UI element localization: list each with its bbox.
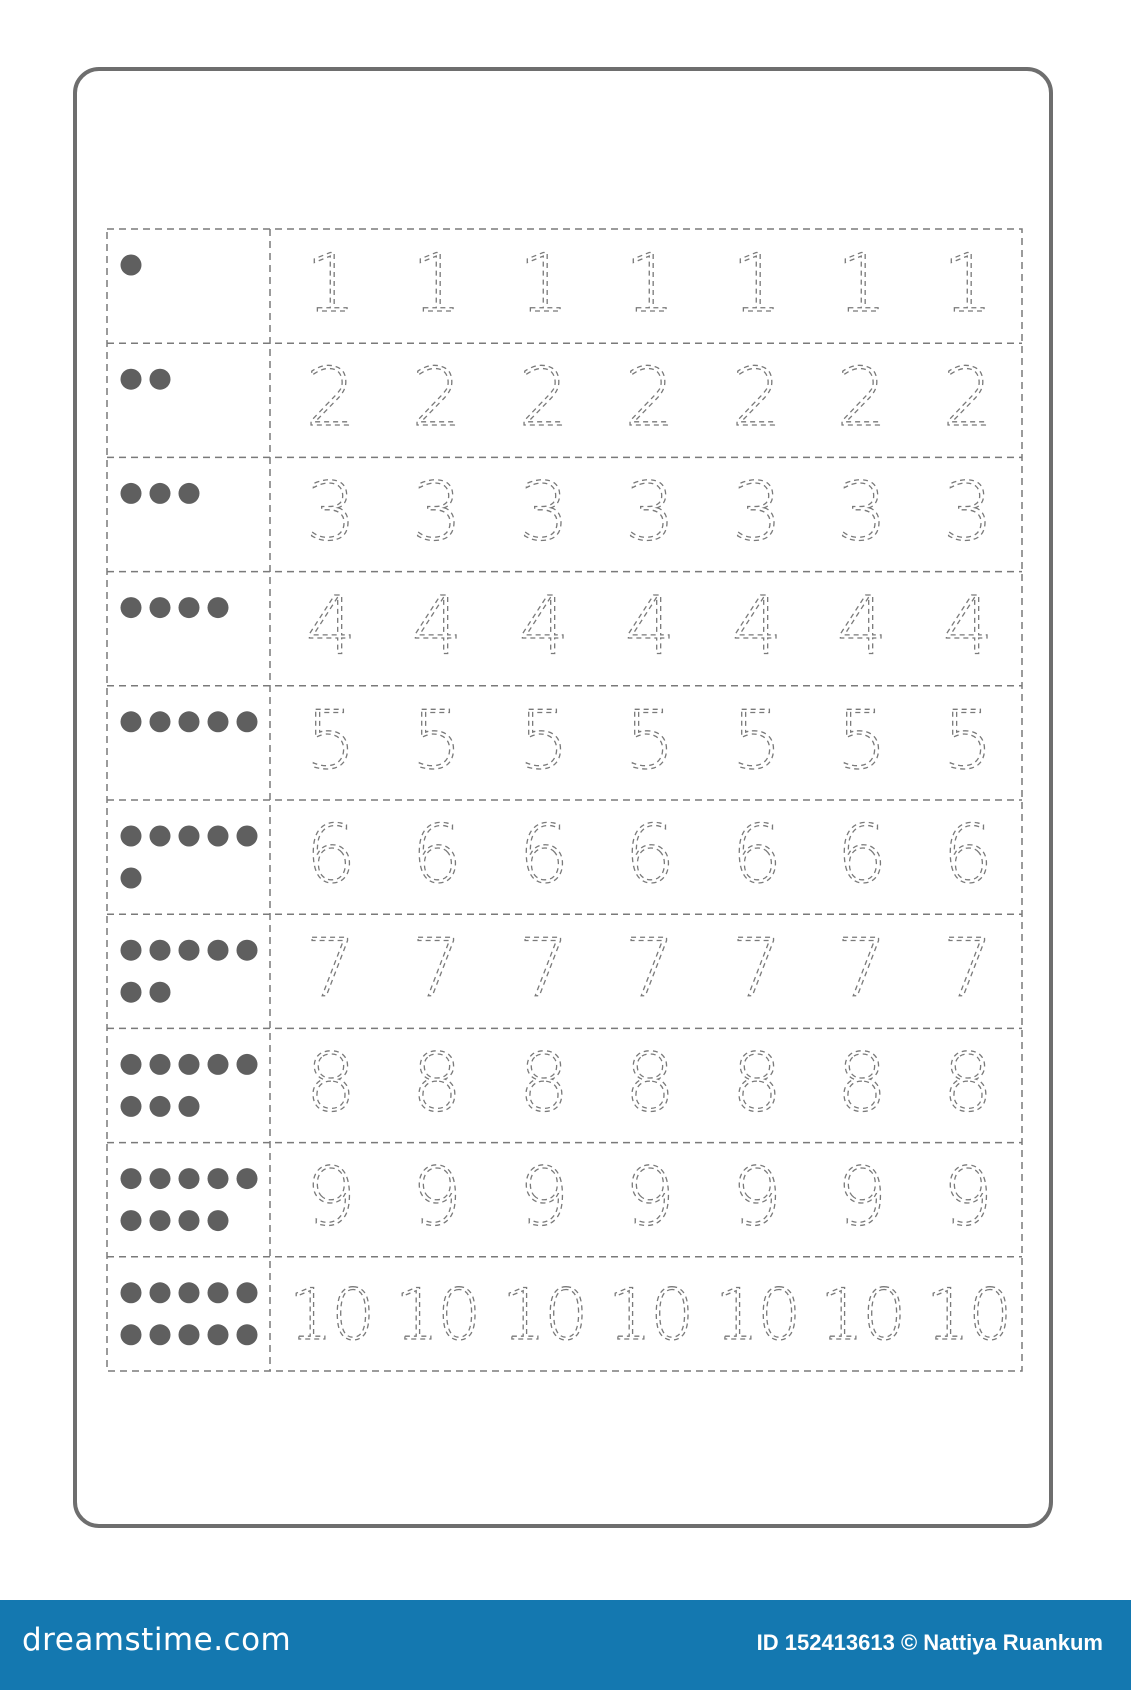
trace-number: 2: [624, 351, 676, 445]
trace-number: 2: [942, 351, 994, 445]
trace-number: 9: [624, 1150, 676, 1244]
counting-dot: [121, 982, 142, 1003]
trace-number: 4: [942, 579, 994, 673]
counting-dot: [121, 1324, 142, 1345]
counting-dot: [121, 1282, 142, 1303]
trace-number: 7: [624, 922, 676, 1016]
trace-number: 8: [731, 1036, 783, 1130]
trace-number: 5: [624, 693, 676, 787]
trace-number: 1: [731, 237, 783, 330]
trace-number: 8: [518, 1036, 570, 1130]
trace-number: 10: [607, 1273, 693, 1356]
footer-bar: [0, 1600, 1131, 1690]
counting-dot: [121, 369, 142, 390]
counting-dot: [208, 711, 229, 732]
counting-dot: [121, 1096, 142, 1117]
trace-number: 5: [836, 693, 888, 787]
trace-number: 6: [731, 808, 783, 901]
counting-dot: [121, 1168, 142, 1189]
counting-dot: [208, 1210, 229, 1231]
trace-number: 2: [518, 351, 570, 445]
counting-dot: [150, 1282, 171, 1303]
trace-number: 6: [411, 808, 463, 901]
trace-number: 5: [731, 693, 783, 787]
trace-number: 10: [288, 1273, 374, 1356]
trace-number: 10: [925, 1273, 1011, 1356]
counting-dot: [179, 711, 200, 732]
counting-dot: [121, 1054, 142, 1075]
counting-dot: [150, 1096, 171, 1117]
counting-dot: [208, 826, 229, 847]
trace-number: 4: [305, 579, 357, 673]
trace-number: 8: [942, 1036, 994, 1130]
trace-number: 4: [411, 579, 463, 673]
counting-dot: [121, 826, 142, 847]
trace-number: 10: [819, 1273, 905, 1356]
counting-dot: [121, 1210, 142, 1231]
trace-number: 10: [714, 1273, 800, 1356]
trace-number: 1: [836, 237, 888, 330]
counting-dot: [208, 1282, 229, 1303]
counting-dot: [237, 826, 258, 847]
trace-number: 1: [305, 237, 357, 330]
counting-dot: [179, 826, 200, 847]
trace-number: 2: [731, 351, 783, 445]
trace-number: 5: [411, 693, 463, 787]
counting-dot: [237, 1282, 258, 1303]
trace-number: 9: [411, 1150, 463, 1244]
trace-number: 7: [836, 922, 888, 1016]
counting-dot: [208, 1054, 229, 1075]
trace-number: 2: [836, 351, 888, 445]
trace-number: 6: [305, 808, 357, 901]
trace-number: 1: [518, 237, 570, 330]
trace-number: 5: [942, 693, 994, 787]
counting-dot: [121, 940, 142, 961]
trace-number: 9: [731, 1150, 783, 1244]
trace-number: 2: [305, 351, 357, 445]
trace-number: 1: [624, 237, 676, 330]
trace-number: 7: [411, 922, 463, 1016]
counting-dot: [208, 1168, 229, 1189]
counting-dot: [208, 940, 229, 961]
counting-dot: [150, 711, 171, 732]
trace-number: 2: [411, 351, 463, 445]
counting-dot: [208, 597, 229, 618]
trace-number: 9: [942, 1150, 994, 1244]
brand-logo[interactable]: dreamstime.com: [22, 1622, 292, 1658]
trace-number: 4: [731, 579, 783, 673]
trace-number: 5: [518, 693, 570, 787]
trace-number: 3: [624, 465, 676, 559]
trace-number: 6: [518, 808, 570, 901]
counting-dot: [150, 483, 171, 504]
counting-dot: [237, 1324, 258, 1345]
trace-number: 4: [624, 579, 676, 673]
counting-dot: [179, 940, 200, 961]
trace-number: 10: [394, 1273, 480, 1356]
counting-dot: [179, 483, 200, 504]
trace-number: 3: [731, 465, 783, 559]
counting-dot: [179, 1210, 200, 1231]
trace-number: 4: [836, 579, 888, 673]
trace-number: 6: [942, 808, 994, 901]
trace-number: 3: [305, 465, 357, 559]
trace-number: 3: [942, 465, 994, 559]
counting-dot: [237, 1168, 258, 1189]
trace-number: 8: [305, 1036, 357, 1130]
counting-dot: [237, 940, 258, 961]
trace-number: 7: [305, 922, 357, 1016]
counting-dot: [121, 597, 142, 618]
trace-number: 4: [518, 579, 570, 673]
counting-dot: [179, 1168, 200, 1189]
trace-number: 8: [836, 1036, 888, 1130]
counting-dot: [150, 1210, 171, 1231]
trace-number: 6: [836, 808, 888, 901]
counting-dot: [150, 1054, 171, 1075]
counting-dot: [121, 868, 142, 889]
counting-dot: [121, 255, 142, 276]
counting-dot: [208, 1324, 229, 1345]
counting-dot: [179, 1054, 200, 1075]
trace-number: 6: [624, 808, 676, 901]
trace-number: 1: [942, 237, 994, 330]
counting-dot: [150, 1168, 171, 1189]
counting-dot: [179, 1282, 200, 1303]
counting-dot: [179, 1096, 200, 1117]
trace-number: 9: [836, 1150, 888, 1244]
trace-number: 1: [411, 237, 463, 330]
trace-number: 7: [942, 922, 994, 1016]
trace-number: 10: [501, 1273, 587, 1356]
trace-number: 5: [305, 693, 357, 787]
counting-dot: [150, 369, 171, 390]
counting-dot: [237, 711, 258, 732]
trace-number: 7: [731, 922, 783, 1016]
counting-dot: [150, 597, 171, 618]
counting-dot: [237, 1054, 258, 1075]
trace-number: 9: [518, 1150, 570, 1244]
trace-number: 9: [305, 1150, 357, 1244]
counting-dot: [150, 982, 171, 1003]
counting-dot: [150, 1324, 171, 1345]
counting-dot: [121, 711, 142, 732]
trace-number: 3: [518, 465, 570, 559]
trace-number: 8: [624, 1036, 676, 1130]
counting-dot: [179, 597, 200, 618]
counting-dot: [150, 940, 171, 961]
trace-number: 3: [836, 465, 888, 559]
image-credit: ID 152413613 © Nattiya Ruankum: [756, 1630, 1103, 1655]
counting-dot: [179, 1324, 200, 1345]
counting-dot: [121, 483, 142, 504]
trace-number: 7: [518, 922, 570, 1016]
trace-number: 8: [411, 1036, 463, 1130]
trace-number: 3: [411, 465, 463, 559]
counting-dot: [150, 826, 171, 847]
